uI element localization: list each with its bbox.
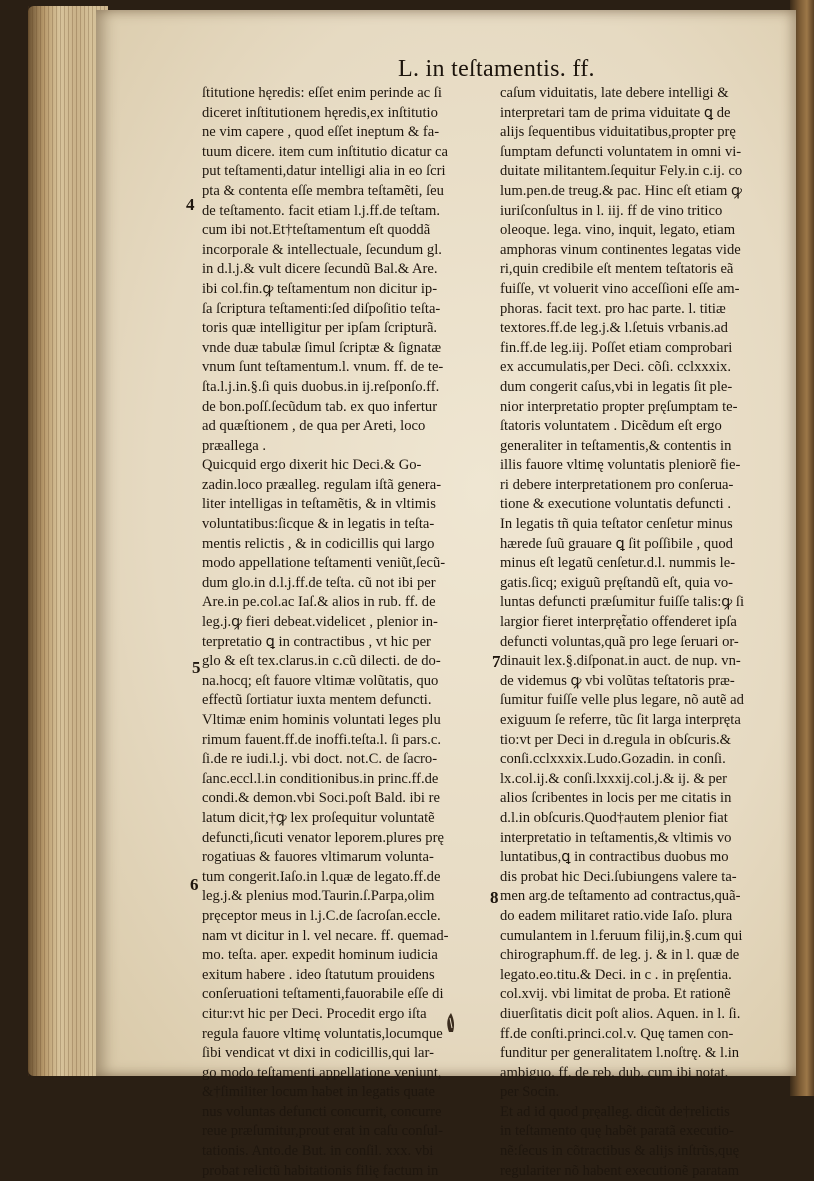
text-line: defuncti voluntas,quã pro lege ſeruari or- bbox=[500, 633, 739, 650]
text-line: cum ibi not.Et†teſtamentum eſt quoddã bbox=[202, 222, 431, 239]
text-line: fin.ff.de leg.iij. Poſſet etiam comprobari bbox=[500, 339, 733, 356]
text-line: do eadem militaret ratio.vide Iaſo. plura bbox=[500, 907, 733, 924]
text-line: conſeruationi teſtamenti,fauorabile eſſe di bbox=[202, 986, 444, 1003]
text-line: tio:vt per Deci in d.regula in obſcuris.& bbox=[500, 731, 732, 748]
text-line: ambiguo. ff. de reb. dub. cum ibi notat. bbox=[500, 1064, 729, 1081]
text-line: ibi col.fin.ꝙ teſtamentum non dicitur ip- bbox=[202, 280, 438, 297]
text-line: alijs ſequentibus viduitatibus,propter prę bbox=[500, 124, 736, 141]
text-line: gatis.ſicq; exiguũ pręſtandũ eſt, quia vo- bbox=[500, 574, 734, 591]
fleuron-ornament-icon bbox=[444, 1012, 458, 1034]
text-line: ſtatoris voluntatem . Dicẽdum eſt ergo bbox=[500, 418, 722, 435]
text-line: amphoras vinum continentes legatas vide bbox=[500, 241, 741, 258]
text-line: vnum ſunt teſtamentum.l. vnum. ff. de te- bbox=[202, 359, 444, 376]
text-line: luntas defuncti præſumitur fuiſſe talis:ꝙ ſi bbox=[500, 594, 745, 611]
text-line: men arg.de teſtamento ad contractus,quã- bbox=[500, 888, 741, 905]
text-line: tationis. Anto.de But. in conſil. xxx. vbi bbox=[202, 1143, 434, 1160]
text-line: In legatis tñ quia teſtator cenſetur minus bbox=[500, 516, 733, 533]
text-line: pręceptor meus in l.j.C.de ſacroſan.eccle. bbox=[202, 907, 441, 924]
text-line: leg.j.& plenius mod.Taurin.ſ.Parpa,olim bbox=[202, 888, 435, 905]
text-line: fuiſſe, vt voluerit vino acceſſioni eſſe am- bbox=[500, 280, 740, 297]
text-line: ſi.de re iudi.l.j. vbi doct. not.C. de ſacro- bbox=[202, 751, 438, 768]
text-line: modo appellatione teſtamenti veniũt,ſecũ- bbox=[202, 555, 446, 572]
text-line: interpretatio in teſtamentis,& vltimis vo bbox=[500, 829, 732, 846]
text-line: duitate militantem.ſequitur Fely.in c.ij. co bbox=[500, 163, 743, 180]
text-line: dis probat hic Deci.ſubiungens valere ta- bbox=[500, 868, 737, 885]
text-line: dum glo.in d.l.j.ff.de teſta. cũ not ibi per bbox=[202, 574, 436, 591]
text-line: ad quæſtionem , de qua per Areti, loco bbox=[202, 418, 426, 435]
text-line: liter intelligas in teſtamẽtis, & in vltimis bbox=[202, 496, 436, 513]
text-line: interpretari tam de prima viduitate ꝗ de bbox=[500, 104, 731, 121]
text-line: zadin.loco præalleg. regulam iſtã genera- bbox=[202, 476, 442, 493]
margin-number: 8 bbox=[490, 888, 499, 907]
text-line: exiguum ſe referre, tũc ſit larga interpręta bbox=[500, 712, 741, 728]
margin-number: 6 bbox=[190, 875, 199, 894]
text-line: probat relictũ habitationis filię factum in bbox=[202, 1162, 439, 1179]
text-line: exitum habere . ideo ſtatutum prouidens bbox=[202, 966, 435, 983]
text-line: nior interpretatio propter pręſumptam te- bbox=[500, 398, 738, 415]
text-line: de bon.poſſ.ſecũdum tab. ex quo infertur bbox=[202, 398, 438, 415]
text-line: ſta.l.j.in.§.ſi quis duobus.in ij.reſponſo.ff. bbox=[202, 378, 440, 395]
text-line: ri,quin credibile eſt mentem teſtatoris eã bbox=[500, 261, 734, 278]
text-line: diceret inſtitutionem hęredis,ex inſtitutio bbox=[202, 104, 438, 121]
text-line: ſibi vendicat vt dixi in codicillis,qui lar- bbox=[202, 1045, 434, 1062]
text-line: tuum dicere. item cum inſtitutio dicatur ca bbox=[202, 143, 448, 160]
left-text-column bbox=[202, 84, 484, 1181]
right-text-column bbox=[500, 84, 782, 1181]
text-line: toris quæ intelligitur per ipſam ſcripturã. bbox=[202, 320, 438, 337]
text-line: Vltimæ enim hominis voluntati leges plu bbox=[202, 712, 441, 728]
text-line: dum congerit caſus,vbi in legatis ſit ple- bbox=[500, 378, 733, 395]
text-line: effectũ ſortiatur iuxta mentem defuncti. bbox=[202, 692, 432, 709]
text-line: mo. teſta. aper. expedit hominum iudicia bbox=[202, 947, 438, 964]
text-line: legato.eo.titu.& Deci. in c . in pręſentia. bbox=[500, 966, 732, 983]
text-line: ſtitutione hęredis: eſſet enim perinde ac ſi bbox=[202, 85, 442, 101]
text-line: Et ad id quod pręalleg. dicũt de†relictis bbox=[500, 1103, 730, 1120]
text-line: luntatibus,ꝗ in contractibus duobus mo bbox=[500, 849, 729, 866]
text-line: chirographum.ff. de leg. j. & in l. quæ de bbox=[500, 947, 740, 964]
running-head: L. in teſtamentis. ff. bbox=[398, 56, 595, 82]
text-line: ne vim capere , quod eſſet ineptum & fa- bbox=[202, 124, 440, 141]
text-line: hærede ſuũ grauare ꝗ ſit poſſibile , quod bbox=[500, 535, 733, 552]
margin-number: 7 bbox=[492, 652, 501, 671]
text-line: in teſtamento quę habẽt paratã executio- bbox=[500, 1123, 734, 1140]
text-line: rogatiuas & fauores vltimarum volunta- bbox=[202, 849, 434, 866]
text-line: minus eſt legatũ cenſetur.d.l. nummis le- bbox=[500, 555, 736, 572]
text-line: tione & executione voluntatis defuncti . bbox=[500, 496, 732, 513]
text-line: &†ſimiliter locum habet in legatis quate bbox=[202, 1084, 436, 1101]
text-line: Are.in pe.col.ac Iaſ.& alios in rub. ff. de bbox=[202, 594, 436, 611]
text-line: de videmus ꝙ vbi volũtas teſtatoris præ- bbox=[500, 672, 735, 689]
text-line: mentis relictis , & in codicillis qui largo bbox=[202, 535, 435, 552]
text-line: vnde duæ tabulæ ſimul ſcriptæ & ſignatæ bbox=[202, 339, 442, 356]
text-line: diuerſitatis dicit poſt alios. Aquen. in l. ſi. bbox=[500, 1005, 741, 1022]
text-line: de teſtamento. facit etiam l.j.ff.de teſtam. bbox=[202, 202, 441, 219]
text-line: præallega . bbox=[202, 437, 267, 454]
text-line: iuriſconſultus in l. iij. ff de vino tritico bbox=[500, 202, 723, 219]
text-line: illis fauore vltimę voluntatis pleniorẽ fie- bbox=[500, 457, 741, 474]
text-line: incorporale & intellectuale, ſecundum gl. bbox=[202, 241, 442, 258]
text-line: pta & contenta eſſe membra teſtamẽti, ſeu bbox=[202, 182, 444, 199]
text-line: rimum fauent.ff.de inoffi.teſta.l. ſi pars.c. bbox=[202, 731, 441, 748]
text-line: conſi.cclxxxix.Ludo.Gozadin. in conſi. bbox=[500, 751, 726, 768]
text-line: leg.j.ꝙ fieri debeat.videlicet , plenior in- bbox=[202, 614, 438, 631]
text-line: oleoque. lega. vino, inquit, legato, etiam bbox=[500, 222, 736, 239]
text-line: in d.l.j.& vult dicere ſecundũ Bal.& Are. bbox=[202, 261, 438, 278]
margin-number: 4 bbox=[186, 195, 195, 214]
text-line: lum.pen.de treug.& pac. Hinc eſt etiam ꝙ bbox=[500, 182, 742, 199]
text-line: regula fauore vltimę voluntatis,locumque bbox=[202, 1025, 443, 1042]
text-line: largior fieret interpręt̃atio offenderet ipſa bbox=[500, 614, 737, 631]
text-line: ff.de conſti.princi.col.v. Quę tamen con- bbox=[500, 1025, 734, 1042]
text-line: latum dicit,†ꝙ lex proſequitur voluntatẽ bbox=[202, 809, 435, 826]
text-line: ſumptam defuncti voluntatem in omni vi- bbox=[500, 143, 742, 160]
text-line: glo & eſt tex.clarus.in c.cũ dilecti. de do- bbox=[202, 653, 441, 670]
margin-number: 5 bbox=[192, 658, 201, 677]
text-line: defuncti,ſicuti venator leporem.plures prę bbox=[202, 829, 444, 846]
text-line: condi.& demon.vbi Soci.poſt Bald. ibi re bbox=[202, 790, 440, 807]
text-line: na.hocq; eſt fauore vltimæ volũtatis, quo bbox=[202, 672, 439, 689]
text-line: caſum viduitatis, late debere intelligi & bbox=[500, 85, 729, 101]
text-line: citur:vt hic per Deci. Procedit ergo iſta bbox=[202, 1005, 427, 1022]
text-line: ex accumulatis,per Deci. cõſi. cclxxxix. bbox=[500, 359, 731, 376]
text-line: nus voluntas defuncti concurrit, concurre bbox=[202, 1103, 442, 1120]
text-line: funditur per generalitatem l.noſtrę. & l.in bbox=[500, 1045, 740, 1062]
text-line: col.xvij. vbi limitat de proba. Et rationẽ bbox=[500, 986, 731, 1003]
text-line: Quicquid ergo dixerit hic Deci.& Go- bbox=[202, 457, 422, 474]
text-line: ri debere interpretationem pro conſerua- bbox=[500, 476, 734, 493]
text-line: put teſtamenti,datur intelligi alia in eo ſcri bbox=[202, 163, 446, 180]
text-line: nẽ:ſecus in cõtractibus & alijs inſtrũs,quę bbox=[500, 1143, 740, 1160]
text-line: voluntatibus:ſicque & in legatis in teſta- bbox=[202, 516, 435, 533]
text-line: reue præſumitur,prout erat in caſu conſul- bbox=[202, 1123, 443, 1140]
text-line: per Socin. bbox=[500, 1084, 560, 1101]
text-line: dinauit lex.§.diſponat.in auct. de nup. vn- bbox=[500, 653, 741, 670]
text-line: alios ſcribentes in locis per me citatis in bbox=[500, 790, 732, 807]
text-line: ſa ſcriptura teſtamenti:ſed diſpoſitio teſta- bbox=[202, 300, 441, 317]
text-line: go modo teſtamenti appellatione veniunt, bbox=[202, 1064, 442, 1081]
text-line: regulariter nõ habent executionẽ paratam bbox=[500, 1162, 740, 1179]
text-line: phoras. facit text. pro hac parte. l. titiæ bbox=[500, 300, 726, 317]
text-line: ſumitur fuiſſe velle plus legare, nõ autẽ ad bbox=[500, 692, 744, 709]
text-line: generaliter in teſtamentis,& contentis in bbox=[500, 437, 732, 454]
text-line: d.l.in obſcuris.Quod†autem plenior fiat bbox=[500, 809, 728, 826]
text-line: terpretatio ꝗ in contractibus , vt hic per bbox=[202, 633, 431, 650]
text-line: textores.ff.de leg.j.& l.ſetuis vrbanis.ad bbox=[500, 320, 728, 337]
text-line: tum congerit.Iaſo.in l.quæ de legato.ff.de bbox=[202, 868, 441, 885]
text-line: lx.col.ij.& conſi.lxxxij.col.j.& ij. & per bbox=[500, 770, 727, 787]
text-line: cumulantem in l.feruum filij,in.§.cum qui bbox=[500, 927, 743, 944]
text-line: nam vt dicitur in l. vel necare. ff. quemad- bbox=[202, 927, 449, 944]
text-line: ſanc.eccl.l.in conditionibus.in princ.ff.de bbox=[202, 770, 439, 787]
